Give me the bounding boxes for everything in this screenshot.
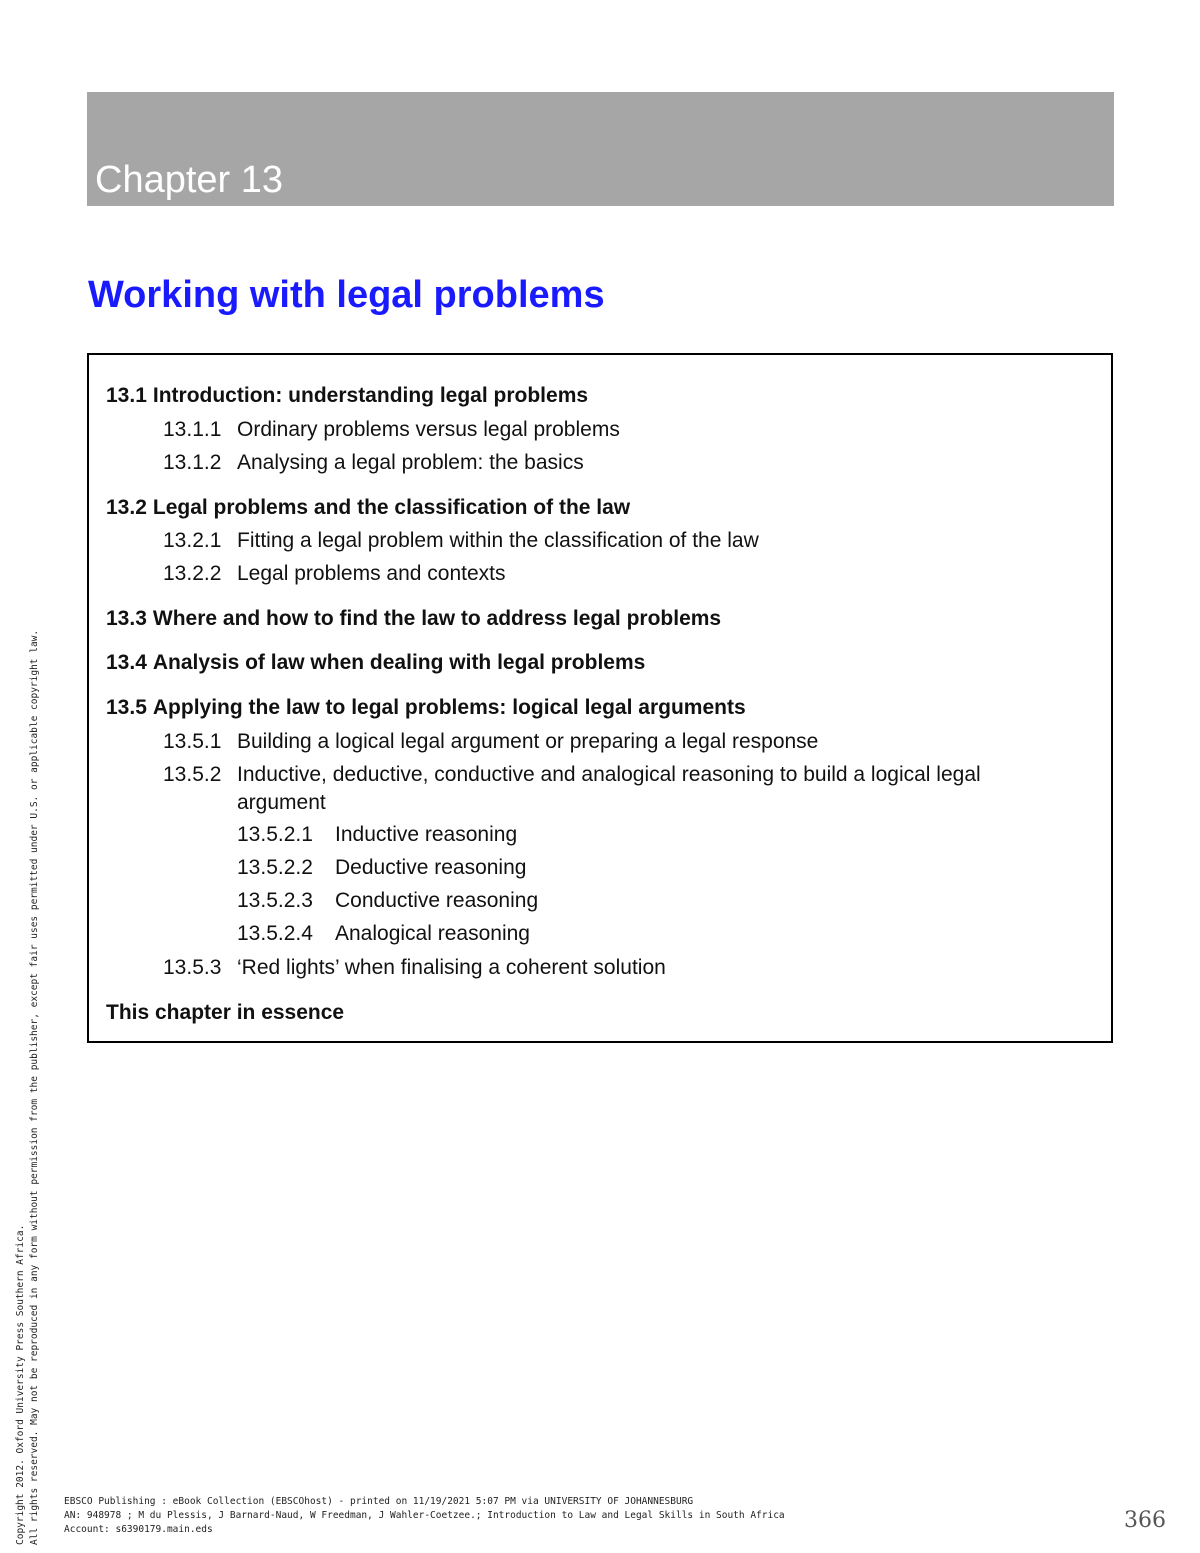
toc-title: Ordinary problems versus legal problems [237, 418, 620, 441]
toc-title: Applying the law to legal problems: logical legal arguments [152, 696, 746, 719]
footer-line-1: EBSCO Publishing : eBook Collection (EBSCOhost) - printed on 11/19/2021 5:07 PM via UNIVERSITY OF JOHANNESBURG [64, 1496, 694, 1507]
toc-title: Legal problems and contexts [237, 562, 506, 585]
toc-section-13-1-1 [163, 416, 620, 444]
toc-number: 13.2.1 [163, 529, 222, 552]
toc-number: 13.5.3 [163, 956, 222, 979]
chapter-banner [87, 92, 1114, 206]
toc-title: Conductive reasoning [335, 889, 539, 912]
toc-section-13-3 [106, 605, 721, 633]
print-footer [64, 1495, 785, 1537]
toc-title: Analogical reasoning [335, 922, 530, 945]
toc-title: Analysing a legal problem: the basics [237, 451, 584, 474]
toc-number: 13.5.2.3 [237, 889, 313, 912]
toc-title: Building a logical legal argument or preparing a legal response [237, 730, 819, 753]
toc-section-13-2-1 [163, 527, 759, 555]
toc-number: 13.2.2 [163, 562, 222, 585]
toc-number: 13.5 [106, 696, 147, 719]
footer-line-3: Account: s6390179.main.eds [64, 1524, 213, 1535]
footer-line-2: AN: 948978 ; M du Plessis, J Barnard-Naud, W Freedman, J Wahler-Coetzee.; Introduction to Law and Legal Skills in South Africa [64, 1510, 785, 1521]
toc-title: Legal problems and the classification of the law [152, 496, 631, 519]
toc-number: 13.5.1 [163, 730, 222, 753]
toc-number: 13.4 [106, 651, 147, 674]
toc-chapter-essence: This chapter in essence [106, 1001, 345, 1024]
toc-title: Inductive reasoning [335, 823, 518, 846]
toc-section-13-1-2 [163, 449, 584, 477]
toc-section-13-5-2-2 [237, 854, 526, 882]
toc-number: 13.5.2 [163, 763, 222, 786]
toc-section-13-5-2-1 [237, 821, 517, 849]
toc-section-13-2 [106, 494, 630, 522]
toc-title: Where and how to find the law to address legal problems [152, 607, 722, 630]
copyright-line-1: Copyright 2012. Oxford University Press Southern Africa. [15, 1224, 26, 1545]
toc-section-13-5 [106, 694, 746, 722]
toc-section-13-2-2 [163, 560, 506, 588]
toc-section-13-4 [106, 649, 645, 677]
page-number: 366 [1124, 1508, 1166, 1533]
copyright-notice [14, 395, 42, 1545]
toc-title: Analysis of law when dealing with legal problems [152, 651, 646, 674]
toc-number: 13.1.2 [163, 451, 222, 474]
toc-number: 13.1.1 [163, 418, 222, 441]
toc-title: Inductive, deductive, conductive and analogical reasoning to build a logical legal [237, 763, 981, 786]
toc-section-13-5-2-3 [237, 887, 538, 915]
toc-title: Introduction: understanding legal problems [152, 384, 589, 407]
toc-section-13-5-2-4 [237, 920, 530, 948]
toc-title-continuation: argument [237, 791, 326, 814]
toc-number: 13.3 [106, 607, 147, 630]
toc-number: 13.5.2.4 [237, 922, 313, 945]
toc-title: Fitting a legal problem within the classification of the law [237, 529, 759, 552]
toc-number: 13.2 [106, 496, 147, 519]
toc-section-13-1 [106, 382, 588, 410]
toc-section-13-5-2 [163, 761, 981, 789]
toc-section-13-5-1 [163, 728, 818, 756]
toc-number: 13.5.2.1 [237, 823, 313, 846]
toc-title: Deductive reasoning [335, 856, 527, 879]
chapter-contents-box [87, 353, 1113, 1043]
chapter-label: Chapter 13 [95, 159, 284, 201]
chapter-title: Working with legal problems [88, 274, 605, 316]
copyright-line-2: All rights reserved. May not be reproduced in any form without permission from the publisher, except fair uses permitted under U.S. or applicable copyright law. [29, 629, 40, 1545]
toc-number: 13.5.2.2 [237, 856, 313, 879]
toc-number: 13.1 [106, 384, 147, 407]
toc-title: ‘Red lights’ when finalising a coherent solution [237, 956, 666, 979]
toc-section-13-5-3 [163, 954, 666, 982]
